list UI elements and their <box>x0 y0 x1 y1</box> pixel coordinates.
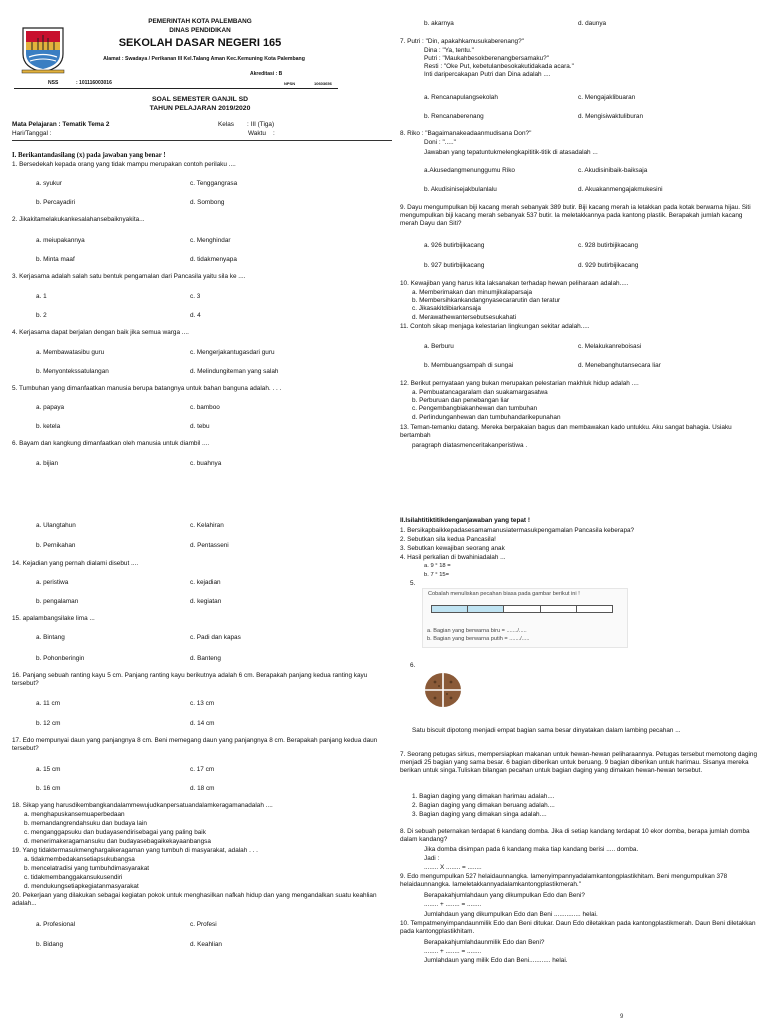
option[interactable]: c. Kelahiran <box>190 522 224 529</box>
option[interactable]: b. Membersihkankandangnyasecararutin dan teratur <box>412 297 561 304</box>
fraction-bar <box>431 605 613 613</box>
option[interactable]: d. kegiatan <box>190 598 222 605</box>
option[interactable]: a. Profesional <box>36 921 76 928</box>
option[interactable]: d. mendukungsetiapkegiatanmasyarakat <box>24 883 139 890</box>
biscuit-icon <box>424 672 462 708</box>
header-akreditasi: Akreditasi : B <box>250 71 283 77</box>
option[interactable]: d. daunya <box>578 20 607 27</box>
essay-item: 1. Bersikapbaikkepadasesamamanusiatermasukpengamalan Pancasila keberapa? <box>400 527 635 534</box>
option[interactable]: c. Profesi <box>190 921 217 928</box>
option[interactable]: c. Menghindar <box>190 237 231 244</box>
option[interactable]: a. 15 cm <box>36 766 61 773</box>
exam-title: SOAL SEMESTER GANJIL SD <box>151 96 249 103</box>
option[interactable]: a. Pembuatancagaralam dan suakamargasatwa <box>412 389 548 396</box>
option[interactable]: b. Akudisinisejakbulanlalu <box>424 186 497 193</box>
option[interactable]: b. mencelatradisi yang tumbuhdimasyarakat <box>24 865 150 872</box>
fraction-cell-white <box>541 606 577 612</box>
option[interactable]: a. Rencanapulangsekolah <box>424 94 498 101</box>
fraction-answer-a: a. Bagian yang berwarna biru = ......./..... <box>427 628 527 634</box>
essay-line: ........ X ........ = ........ <box>424 864 482 871</box>
question-text: 6. Bayam dan kangkung dimanfaatkan oleh manusia untuk diambil .... <box>12 440 210 447</box>
option[interactable]: b. 2 <box>36 312 47 319</box>
exam-year: TAHUN PELAJARAN 2019/2020 <box>149 105 251 112</box>
option[interactable]: d. 18 cm <box>190 785 215 792</box>
option[interactable]: c. Pengembangbiakanhewan dan tumbuhan <box>412 405 538 412</box>
option[interactable]: c. 17 cm <box>190 766 215 773</box>
option[interactable]: b. Membuangsampah di sungai <box>424 362 514 369</box>
option[interactable]: a. menghapuskansemuaperbedaan <box>24 811 125 818</box>
option[interactable]: c. Mengerjakantugasdari guru <box>190 349 275 356</box>
question-text: 13. Teman-temanku datang. Mereka berpakaian bagus dan membawakan kado untukku. Aku sangat bahagia. Usiaku bertambah <box>400 424 732 439</box>
option[interactable]: d. Melindungiteman yang salah <box>190 368 279 375</box>
option[interactable]: c. menganggapsuku dan budayasendirisebagai yang paling baik <box>24 829 206 836</box>
option[interactable]: d. Pentasseni <box>190 542 229 549</box>
page-number: 9 <box>620 1014 624 1020</box>
option[interactable]: c. bamboo <box>190 404 220 411</box>
option[interactable]: c. tidakmembanggakansukusendiri <box>24 874 123 881</box>
question-line: Doni : "....." <box>424 139 456 146</box>
question-text: 4. Kerjasama dapat berjalan dengan baik jika semua warga .... <box>12 329 189 336</box>
header-nss-label: NSS <box>48 80 59 86</box>
fraction-cell-white <box>577 606 612 612</box>
question-line: Inti daripercakapan Putri dan Dina adalah .... <box>424 71 551 78</box>
question-text: 7. Putri : "Din, apakahkamusukaberenang?" <box>400 38 524 45</box>
school-logo-icon <box>20 24 66 74</box>
option[interactable]: a. Berburu <box>424 343 454 350</box>
option[interactable]: b. Pohonberingin <box>36 655 85 662</box>
option[interactable]: a. Memberimakan dan minumjikalaparsaja <box>412 289 533 296</box>
essay-line: Berapakahjumlahdaun yang dikumpulkan Edo dan Beni? <box>424 892 585 899</box>
essay-question-7: 7. Seorang petugas sirkus, mempersiapkan makanan untuk hewan-hewan peliharaannya. Petugas tersebut memotong daging menjadi 25 bagian yang sama besar. 6 bagian diberikan untuk beruang. 9 bagian diberikan untuk harimau. Sisanya mereka berikan untuk singa.Tuliskan bilangan pecahan untuk bagian daging yang dimakan hewan-hewan tersebut. <box>400 751 758 774</box>
option[interactable]: d. Akuakanmengajakmukesini <box>578 186 663 193</box>
fraction-answer-b: b. Bagian yang berwarna putih = ......./..... <box>427 636 530 642</box>
essay-item: 3. Sebutkan kewajiban seorang anak <box>400 545 505 552</box>
essay-question-9: 9. Edo mengumpulkan 527 helaidaunnangka. Iamenyimpannyadalamkantongplastikhitam. Beni mengumpulkan 378 helaidaunnangka. Iameletakkannyadalamkantongplastikmerah." <box>400 873 728 888</box>
option[interactable]: c. Padi dan kapas <box>190 634 241 641</box>
header-divider <box>14 88 338 89</box>
essay-line: ........ + ........ = ........ <box>424 948 482 955</box>
question-text: 8. Riko : "Bagaimanakeadaanmudisana Don?" <box>400 130 532 137</box>
essay-subitem: a. 9 ° 18 = <box>424 563 451 569</box>
fraction-cell-white <box>504 606 540 612</box>
essay-line: Jumlahdaun yang milik Edo dan Beni............ helai. <box>424 957 568 964</box>
essay-line: 2. Bagian daging yang dimakan beruang adalah.... <box>412 802 555 809</box>
option[interactable]: b. memandangrendahsuku dan budaya lain <box>24 820 147 827</box>
option[interactable]: b. Percayadiri <box>36 199 76 206</box>
question-text: 2. Jikakitamelakukankesalahansebaiknyakita... <box>12 216 145 223</box>
question-text: 16. Panjang sebuah ranting kayu 5 cm. Panjang ranting kayu berikutnya adalah 6 cm. Berapakah panjang kedua ranting kayu tersebut? <box>12 672 368 687</box>
option[interactable]: d. menerimakeragamansuku dan budayasebagaikekayaanbangsa <box>24 838 211 845</box>
option[interactable]: c. Akudisinibaik-baiksaja <box>578 167 648 174</box>
option[interactable]: c. Melakukanreboisasi <box>578 343 642 350</box>
question-line: paragraph diatasmenceritakanperistiwa . <box>412 442 528 449</box>
option[interactable]: a. Membawatasibu guru <box>36 349 105 356</box>
option[interactable]: a. 1 <box>36 293 47 300</box>
question-text: 11. Contoh sikap menjaga kelestarian lingkungan sekitar adalah..... <box>400 323 590 330</box>
fraction-figure <box>422 588 628 648</box>
option[interactable]: d. Keahlian <box>190 941 222 948</box>
question-text: 3. Kerjasama adalah salah satu bentuk pengamalan dari Pancasila yaitu sila ke .... <box>12 273 246 280</box>
option[interactable]: a. papaya <box>36 404 65 411</box>
fraction-cell-blue <box>432 606 468 612</box>
option[interactable]: c. 928 butirbijikacang <box>578 242 639 249</box>
option[interactable]: a. 11 cm <box>36 700 61 707</box>
option[interactable]: d. Perlindunganhewan dan tumbuhandarikepunahan <box>412 414 561 421</box>
option[interactable]: b. Menyontekssatulangan <box>36 368 109 375</box>
option[interactable]: b. 927 butirbijikacang <box>424 262 485 269</box>
option[interactable]: b. akarnya <box>424 20 454 27</box>
option[interactable]: a. Bintang <box>36 634 65 641</box>
section2-title: II.Isilahtitiktitikdenganjawaban yang tepat ! <box>400 517 530 524</box>
header-gov: PEMERINTAH KOTA PALEMBANG <box>148 18 252 25</box>
option[interactable]: a. bijian <box>36 460 59 467</box>
essay-question-8: 8. Di sebuah peternakan terdapat 6 kandang domba. Jika di setiap kandang terdapat 10 ekor domba, berapa jumlah domba dalam kandang? <box>400 828 750 843</box>
option[interactable]: d. Banteng <box>190 655 221 662</box>
option[interactable]: b. Bidang <box>36 941 64 948</box>
exam-divider <box>12 140 392 141</box>
header-npsn-value: 10603656 <box>314 81 332 86</box>
option[interactable]: d. 929 butirbijikacang <box>578 262 639 269</box>
essay-number-5: 5. <box>410 580 416 587</box>
option[interactable]: b. Pernikahan <box>36 542 76 549</box>
question-text: 9. Dayu mengumpulkan biji kacang merah sebanyak 389 butir. Biji kacang merah ia letakkan pada kotak berwarna hijau. Siti mengumpulkan biji kacang merah sebanyak 537 butir. Ia meletakkannya pada kantong plastik. Berapakah jumlah kacang merah Dayu dan Siti? <box>400 204 751 227</box>
essay-item: 2. Sebutkan sila kedua Pancasila! <box>400 536 496 543</box>
essay-subitem: b. 7 ° 15= <box>424 572 450 578</box>
option[interactable]: b. Perburuan dan penebangan liar <box>412 397 510 404</box>
question-text: 14. Kejadian yang pernah dialami disebut .... <box>12 560 139 567</box>
option[interactable]: b. pengalaman <box>36 598 79 605</box>
option[interactable]: d. Merawathewantersebutsesukahati <box>412 314 517 321</box>
question-text: 1. Bersedekah kepada orang yang tidak mampu merupakan contoh perilaku .... <box>12 161 236 168</box>
option[interactable]: a. 926 butirbijikacang <box>424 242 485 249</box>
header-address: Alamat : Swadaya / Perikanan III Kel.Talang Aman Kec.Kemuning Kota Palembang <box>103 56 305 62</box>
option[interactable]: a. Ulangtahun <box>36 522 76 529</box>
option[interactable]: c. Tenggangrasa <box>190 180 238 187</box>
essay-line: Berapakahjumlahdaunmilik Edo dan Beni? <box>424 939 545 946</box>
exam-subject: Mata Pelajaran : Tematik Tema 2 <box>12 121 110 128</box>
exam-class-label: Kelas <box>218 121 234 128</box>
question-line: Dina : "Ya, tentu." <box>424 47 474 54</box>
section1-title: I. Berikantandasilang (x) pada jawaban yang benar ! <box>12 152 166 159</box>
question-text: 12. Berikut pernyataan yang bukan merupakan pelestarian makhluk hidup adalah .... <box>400 380 639 387</box>
essay-line: Jika domba disimpan pada 6 kandang maka tiap kandang berisi ..... domba. <box>424 846 639 853</box>
essay-line: Jadi : <box>424 855 440 862</box>
exam-day: Hari/Tanggal : <box>12 130 52 137</box>
question-text: 20. Pekerjaan yang dilakukan sebagai kegiatan pokok untuk menghasilkan nafkah hidup dan yang mengandalkan suatu keahlian adalah... <box>12 892 377 907</box>
exam-time-value: : <box>273 130 275 137</box>
fraction-cell-blue <box>468 606 504 612</box>
option[interactable]: d. 14 cm <box>190 720 215 727</box>
option[interactable]: c. 3 <box>190 293 201 300</box>
option[interactable]: a. tidakmembedakansetiapsukubangsa <box>24 856 135 863</box>
essay-line: 1. Bagian daging yang dimakan harimau adalah.... <box>412 793 555 800</box>
header-dept: DINAS PENDIDIKAN <box>169 27 231 34</box>
essay-number-6: 6. <box>410 662 416 669</box>
option[interactable]: d. tebu <box>190 423 210 430</box>
question-text: 18. Sikap yang harusdikembangkandalammewujudkanpersatuandalamkeragamanadalah .... <box>12 802 273 809</box>
essay-line: Jumlahdaun yang dikumpulkan Edo dan Beni ............... helai. <box>424 911 598 918</box>
question-text: 10. Kewajiban yang harus kita laksanakan terhadap hewan peliharaan adalah..... <box>400 280 629 287</box>
header-school: SEKOLAH DASAR NEGERI 165 <box>118 37 282 49</box>
question-text: 5. Tumbuhan yang dimanfaatkan manusia berupa batangnya untuk bahan banguna adalah. . . . <box>12 385 282 392</box>
question-line: Jawaban yang tepatuntukmelengkapititik-titik di atasadalah ... <box>424 149 598 156</box>
option[interactable]: a. syukur <box>36 180 62 187</box>
header-nss-value: : 101116003016 <box>76 80 112 86</box>
option[interactable]: a. peristiwa <box>36 579 69 586</box>
essay-item: 4. Hasil perkalian di bwahiniadalah ... <box>400 554 506 561</box>
fraction-figure-title: Cobalah menuliskan pecahan biasa pada gambar berikut ini ! <box>428 591 580 597</box>
option[interactable]: b. Rencanaberenang <box>424 113 484 120</box>
option[interactable]: c. kejadian <box>190 579 221 586</box>
essay-line: ........ + ........ = ........ <box>424 901 482 908</box>
option[interactable]: b. 16 cm <box>36 785 61 792</box>
option[interactable]: b. ketela <box>36 423 61 430</box>
option[interactable]: d. tidakmenyapa <box>190 256 237 263</box>
option[interactable]: d. 4 <box>190 312 201 319</box>
exam-time-label: Waktu <box>248 130 266 137</box>
option[interactable]: d. Mengisiwaktuliburan <box>578 113 644 120</box>
essay-line: 3. Bagian daging yang dimakan singa adalah.... <box>412 811 547 818</box>
header-npsn-label: NPSN <box>284 81 296 86</box>
question-line: Putri : "Maukahbesokberenangbersamaku?" <box>424 55 549 62</box>
option[interactable]: c. buahnya <box>190 460 222 467</box>
question-text: 19. Yang tidaktermasukmenghargaikeragaman yang tumbuh di masyarakat, adalah . . . <box>12 847 258 854</box>
option[interactable]: b. Minta maaf <box>36 256 75 263</box>
option[interactable]: b. 12 cm <box>36 720 61 727</box>
exam-class-value: : III (Tiga) <box>247 121 275 128</box>
option[interactable]: a.Akusedangmenunggumu Riko <box>424 167 515 174</box>
essay-text-6: Satu biscuit dipotong menjadi empat bagian sama besar dinyatakan dalam lambing pecahan ... <box>412 727 681 734</box>
option[interactable]: c. 13 cm <box>190 700 215 707</box>
essay-question-10: 10. Tempatmenyimpandaunmilik Edo dan Beni ditukar. Daun Edo diletakkan pada kantongplastikmerah. Daun Beni diletakkan pada kantongplastikhitam. <box>400 920 756 935</box>
option[interactable]: c. Jikasakitdibiarkansaja <box>412 305 481 312</box>
option[interactable]: d. Sombong <box>190 199 225 206</box>
question-text: 17. Edo mempunyai daun yang panjangnya 8 cm. Beni memegang daun yang panjangnya 8 cm. Berapakah panjang kedua daun tersebut? <box>12 737 378 752</box>
question-line: Resti : "Oke Put, kebetulanbesokakutidakada acara." <box>424 63 574 70</box>
option[interactable]: d. Menebanghutansecara liar <box>578 362 661 369</box>
option[interactable]: c. Mengajaklibuaran <box>578 94 636 101</box>
question-text: 15. apalambangsilake lima ... <box>12 615 95 622</box>
option[interactable]: a. meiupakannya <box>36 237 85 244</box>
